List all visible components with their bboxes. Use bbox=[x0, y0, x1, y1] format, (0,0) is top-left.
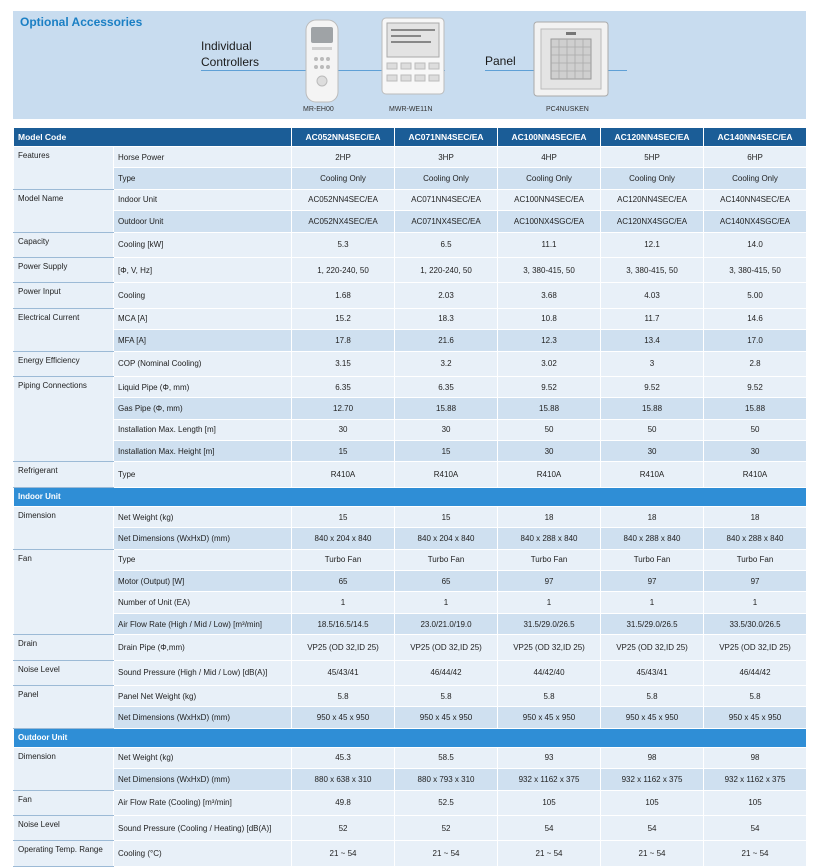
category-cell: Model Name bbox=[14, 189, 114, 232]
value-cell: 44/42/40 bbox=[498, 660, 601, 685]
header-model-1: AC052NN4SEC/EA bbox=[292, 128, 395, 147]
table-row bbox=[14, 376, 807, 397]
value-cell: 14.6 bbox=[704, 308, 807, 329]
value-cell: 15.88 bbox=[395, 398, 498, 419]
spec-cell: Cooling [kW] bbox=[114, 232, 292, 257]
header-model-code: Model Code bbox=[14, 128, 292, 147]
value-cell: VP25 (OD 32,ID 25) bbox=[395, 635, 498, 660]
table-row bbox=[14, 419, 807, 440]
value-cell: 52.5 bbox=[395, 790, 498, 815]
value-cell: 21 ~ 54 bbox=[704, 841, 807, 866]
controllers-label bbox=[201, 38, 259, 70]
category-cell: Refrigerant bbox=[14, 462, 114, 487]
value-cell: 15.88 bbox=[704, 398, 807, 419]
spec-cell: Net Weight (kg) bbox=[114, 747, 292, 768]
value-cell: 3, 380-415, 50 bbox=[601, 257, 704, 282]
table-row bbox=[14, 232, 807, 257]
value-cell: 18.3 bbox=[395, 308, 498, 329]
value-cell: 840 x 204 x 840 bbox=[395, 528, 498, 549]
spec-table bbox=[13, 127, 807, 867]
value-cell: Turbo Fan bbox=[292, 549, 395, 570]
spec-cell: MFA [A] bbox=[114, 330, 292, 351]
accessories-banner bbox=[13, 11, 806, 119]
value-cell: 31.5/29.0/26.5 bbox=[601, 613, 704, 634]
value-cell: R410A bbox=[601, 462, 704, 487]
value-cell: VP25 (OD 32,ID 25) bbox=[292, 635, 395, 660]
spec-cell: MCA [A] bbox=[114, 308, 292, 329]
table-row bbox=[14, 660, 807, 685]
value-cell: 15 bbox=[395, 506, 498, 527]
value-cell: 52 bbox=[395, 815, 498, 840]
value-cell: 950 x 45 x 950 bbox=[601, 707, 704, 728]
value-cell: 3.2 bbox=[395, 351, 498, 376]
panel-label: Panel bbox=[485, 54, 516, 68]
spec-cell: Cooling bbox=[114, 283, 292, 308]
product-name-wired-controller: MWR-WE11N bbox=[389, 106, 433, 113]
value-cell: 13.4 bbox=[601, 330, 704, 351]
value-cell: 932 x 1162 x 375 bbox=[601, 769, 704, 790]
value-cell: 2.8 bbox=[704, 351, 807, 376]
spec-cell: Number of Unit (EA) bbox=[114, 592, 292, 613]
table-row bbox=[14, 685, 807, 706]
value-cell: 15 bbox=[395, 441, 498, 462]
table-row bbox=[14, 613, 807, 634]
value-cell: 45/43/41 bbox=[292, 660, 395, 685]
category-cell: Power Input bbox=[14, 283, 114, 308]
value-cell: 3, 380-415, 50 bbox=[498, 257, 601, 282]
value-cell: 12.3 bbox=[498, 330, 601, 351]
category-cell: Features bbox=[14, 147, 114, 190]
value-cell: 11.1 bbox=[498, 232, 601, 257]
value-cell: AC100NN4SEC/EA bbox=[498, 189, 601, 210]
value-cell: Cooling Only bbox=[601, 168, 704, 189]
value-cell: AC100NX4SGC/EA bbox=[498, 211, 601, 232]
value-cell: 3 bbox=[601, 351, 704, 376]
table-row bbox=[14, 308, 807, 329]
value-cell: 3.02 bbox=[498, 351, 601, 376]
value-cell: VP25 (OD 32,ID 25) bbox=[601, 635, 704, 660]
cassette-panel-image bbox=[533, 21, 609, 97]
value-cell: 105 bbox=[601, 790, 704, 815]
category-cell: Fan bbox=[14, 549, 114, 635]
value-cell: 3, 380-415, 50 bbox=[704, 257, 807, 282]
spec-cell: [Φ, V, Hz] bbox=[114, 257, 292, 282]
table-row bbox=[14, 769, 807, 790]
value-cell: 12.70 bbox=[292, 398, 395, 419]
value-cell: 880 x 793 x 310 bbox=[395, 769, 498, 790]
value-cell: AC120NX4SGC/EA bbox=[601, 211, 704, 232]
value-cell: 65 bbox=[395, 571, 498, 592]
value-cell: 880 x 638 x 310 bbox=[292, 769, 395, 790]
header-model-5: AC140NN4SEC/EA bbox=[704, 128, 807, 147]
spec-cell: Cooling (°C) bbox=[114, 841, 292, 866]
category-cell: Operating Temp. Range bbox=[14, 841, 114, 866]
value-cell: R410A bbox=[498, 462, 601, 487]
value-cell: Turbo Fan bbox=[704, 549, 807, 570]
value-cell: 1, 220-240, 50 bbox=[395, 257, 498, 282]
table-row bbox=[14, 147, 807, 168]
value-cell: 12.1 bbox=[601, 232, 704, 257]
value-cell: 30 bbox=[704, 441, 807, 462]
value-cell: 1 bbox=[601, 592, 704, 613]
header-model-4: AC120NN4SEC/EA bbox=[601, 128, 704, 147]
value-cell: 98 bbox=[704, 747, 807, 768]
table-row bbox=[14, 506, 807, 527]
value-cell: 950 x 45 x 950 bbox=[292, 707, 395, 728]
value-cell: 9.52 bbox=[704, 376, 807, 397]
spec-cell: Liquid Pipe (Φ, mm) bbox=[114, 376, 292, 397]
spec-cell: Air Flow Rate (Cooling) [m³/min] bbox=[114, 790, 292, 815]
category-cell: Energy Efficiency bbox=[14, 351, 114, 376]
value-cell: 932 x 1162 x 375 bbox=[704, 769, 807, 790]
spec-cell: Type bbox=[114, 549, 292, 570]
value-cell: 4.03 bbox=[601, 283, 704, 308]
value-cell: 93 bbox=[498, 747, 601, 768]
value-cell: 54 bbox=[498, 815, 601, 840]
accessories-title: Optional Accessories bbox=[20, 15, 143, 29]
category-cell: Noise Level bbox=[14, 815, 114, 840]
value-cell: 840 x 204 x 840 bbox=[292, 528, 395, 549]
value-cell: 46/44/42 bbox=[704, 660, 807, 685]
spec-cell: Motor (Output) [W] bbox=[114, 571, 292, 592]
spec-cell: Installation Max. Height [m] bbox=[114, 441, 292, 462]
value-cell: 1 bbox=[395, 592, 498, 613]
value-cell: 15 bbox=[292, 441, 395, 462]
value-cell: 97 bbox=[601, 571, 704, 592]
value-cell: VP25 (OD 32,ID 25) bbox=[704, 635, 807, 660]
value-cell: 950 x 45 x 950 bbox=[395, 707, 498, 728]
value-cell: Cooling Only bbox=[498, 168, 601, 189]
value-cell: 1.68 bbox=[292, 283, 395, 308]
value-cell: 5.8 bbox=[292, 685, 395, 706]
value-cell: 1, 220-240, 50 bbox=[292, 257, 395, 282]
table-row bbox=[14, 257, 807, 282]
category-cell: Dimension bbox=[14, 506, 114, 549]
spec-table-header bbox=[14, 128, 807, 147]
controllers-label-line-2: Controllers bbox=[201, 55, 260, 69]
value-cell: Cooling Only bbox=[704, 168, 807, 189]
value-cell: 6HP bbox=[704, 147, 807, 168]
value-cell: 45.3 bbox=[292, 747, 395, 768]
value-cell: 21 ~ 54 bbox=[498, 841, 601, 866]
section-heading: Outdoor Unit bbox=[14, 728, 807, 747]
value-cell: 21.6 bbox=[395, 330, 498, 351]
value-cell: 18 bbox=[498, 506, 601, 527]
value-cell: 3HP bbox=[395, 147, 498, 168]
value-cell: 33.5/30.0/26.5 bbox=[704, 613, 807, 634]
value-cell: 932 x 1162 x 375 bbox=[498, 769, 601, 790]
value-cell: 3.68 bbox=[498, 283, 601, 308]
value-cell: R410A bbox=[292, 462, 395, 487]
value-cell: R410A bbox=[395, 462, 498, 487]
value-cell: 11.7 bbox=[601, 308, 704, 329]
value-cell: AC052NX4SEC/EA bbox=[292, 211, 395, 232]
value-cell: 17.8 bbox=[292, 330, 395, 351]
table-row bbox=[14, 462, 807, 487]
spec-cell: Net Dimensions (WxHxD) (mm) bbox=[114, 528, 292, 549]
product-name-remote: MR-EH00 bbox=[303, 106, 334, 113]
wired-controller-image bbox=[381, 17, 445, 95]
spec-cell: Drain Pipe (Φ,mm) bbox=[114, 635, 292, 660]
value-cell: 65 bbox=[292, 571, 395, 592]
value-cell: 840 x 288 x 840 bbox=[601, 528, 704, 549]
header-model-3: AC100NN4SEC/EA bbox=[498, 128, 601, 147]
value-cell: 52 bbox=[292, 815, 395, 840]
table-row bbox=[14, 790, 807, 815]
value-cell: 18.5/16.5/14.5 bbox=[292, 613, 395, 634]
value-cell: Turbo Fan bbox=[498, 549, 601, 570]
value-cell: 4HP bbox=[498, 147, 601, 168]
value-cell: 950 x 45 x 950 bbox=[498, 707, 601, 728]
value-cell: 5HP bbox=[601, 147, 704, 168]
spec-cell: Horse Power bbox=[114, 147, 292, 168]
category-cell: Panel bbox=[14, 685, 114, 728]
value-cell: AC071NX4SEC/EA bbox=[395, 211, 498, 232]
category-cell: Electrical Current bbox=[14, 308, 114, 351]
table-row bbox=[14, 398, 807, 419]
table-row bbox=[14, 635, 807, 660]
spec-cell: Type bbox=[114, 462, 292, 487]
table-row bbox=[14, 189, 807, 210]
value-cell: 18 bbox=[704, 506, 807, 527]
value-cell: 2HP bbox=[292, 147, 395, 168]
spec-cell: Outdoor Unit bbox=[114, 211, 292, 232]
value-cell: 23.0/21.0/19.0 bbox=[395, 613, 498, 634]
value-cell: AC071NN4SEC/EA bbox=[395, 189, 498, 210]
value-cell: 50 bbox=[498, 419, 601, 440]
value-cell: 840 x 288 x 840 bbox=[498, 528, 601, 549]
value-cell: 1 bbox=[292, 592, 395, 613]
table-row bbox=[14, 747, 807, 768]
spec-cell: Sound Pressure (Cooling / Heating) [dB(A)] bbox=[114, 815, 292, 840]
value-cell: 98 bbox=[601, 747, 704, 768]
value-cell: Cooling Only bbox=[395, 168, 498, 189]
value-cell: 14.0 bbox=[704, 232, 807, 257]
value-cell: 50 bbox=[704, 419, 807, 440]
table-row bbox=[14, 441, 807, 462]
value-cell: 15.88 bbox=[498, 398, 601, 419]
value-cell: AC140NX4SGC/EA bbox=[704, 211, 807, 232]
table-row bbox=[14, 841, 807, 866]
spec-cell: Type bbox=[114, 168, 292, 189]
value-cell: AC120NN4SEC/EA bbox=[601, 189, 704, 210]
spec-cell: Panel Net Weight (kg) bbox=[114, 685, 292, 706]
category-cell: Power Supply bbox=[14, 257, 114, 282]
spec-cell: Net Weight (kg) bbox=[114, 506, 292, 527]
value-cell: AC052NN4SEC/EA bbox=[292, 189, 395, 210]
category-cell: Drain bbox=[14, 635, 114, 660]
value-cell: 49.8 bbox=[292, 790, 395, 815]
value-cell: AC140NN4SEC/EA bbox=[704, 189, 807, 210]
value-cell: 46/44/42 bbox=[395, 660, 498, 685]
table-row bbox=[14, 571, 807, 592]
table-row bbox=[14, 592, 807, 613]
value-cell: 5.8 bbox=[498, 685, 601, 706]
value-cell: 1 bbox=[704, 592, 807, 613]
value-cell: 30 bbox=[498, 441, 601, 462]
value-cell: 2.03 bbox=[395, 283, 498, 308]
value-cell: 5.00 bbox=[704, 283, 807, 308]
value-cell: 58.5 bbox=[395, 747, 498, 768]
product-name-panel: PC4NUSKEN bbox=[546, 106, 589, 113]
value-cell: 6.35 bbox=[395, 376, 498, 397]
value-cell: 31.5/29.0/26.5 bbox=[498, 613, 601, 634]
section-row bbox=[14, 728, 807, 747]
table-row bbox=[14, 211, 807, 232]
category-cell: Piping Connections bbox=[14, 376, 114, 462]
category-cell: Noise Level bbox=[14, 660, 114, 685]
value-cell: 6.35 bbox=[292, 376, 395, 397]
table-row bbox=[14, 330, 807, 351]
value-cell: 950 x 45 x 950 bbox=[704, 707, 807, 728]
value-cell: 5.8 bbox=[601, 685, 704, 706]
value-cell: 105 bbox=[704, 790, 807, 815]
value-cell: 105 bbox=[498, 790, 601, 815]
table-row bbox=[14, 815, 807, 840]
value-cell: 5.3 bbox=[292, 232, 395, 257]
table-row bbox=[14, 168, 807, 189]
wireless-remote-image bbox=[305, 19, 339, 103]
value-cell: VP25 (OD 32,ID 25) bbox=[498, 635, 601, 660]
value-cell: 3.15 bbox=[292, 351, 395, 376]
value-cell: 15 bbox=[292, 506, 395, 527]
category-cell: Capacity bbox=[14, 232, 114, 257]
value-cell: 9.52 bbox=[498, 376, 601, 397]
value-cell: 45/43/41 bbox=[601, 660, 704, 685]
spec-cell: COP (Nominal Cooling) bbox=[114, 351, 292, 376]
value-cell: 15.88 bbox=[601, 398, 704, 419]
value-cell: 17.0 bbox=[704, 330, 807, 351]
value-cell: 54 bbox=[704, 815, 807, 840]
header-model-2: AC071NN4SEC/EA bbox=[395, 128, 498, 147]
spec-cell: Installation Max. Length [m] bbox=[114, 419, 292, 440]
value-cell: 9.52 bbox=[601, 376, 704, 397]
table-row bbox=[14, 707, 807, 728]
spec-table-body bbox=[14, 147, 807, 867]
controllers-label-line-1: Individual bbox=[201, 39, 252, 53]
value-cell: Turbo Fan bbox=[395, 549, 498, 570]
spec-cell: Sound Pressure (High / Mid / Low) [dB(A)] bbox=[114, 660, 292, 685]
category-cell: Dimension bbox=[14, 747, 114, 790]
value-cell: 30 bbox=[395, 419, 498, 440]
table-row bbox=[14, 351, 807, 376]
value-cell: 10.8 bbox=[498, 308, 601, 329]
section-heading: Indoor Unit bbox=[14, 487, 807, 506]
value-cell: 30 bbox=[601, 441, 704, 462]
value-cell: R410A bbox=[704, 462, 807, 487]
value-cell: 6.5 bbox=[395, 232, 498, 257]
table-row bbox=[14, 549, 807, 570]
value-cell: 54 bbox=[601, 815, 704, 840]
table-row bbox=[14, 528, 807, 549]
value-cell: 5.8 bbox=[704, 685, 807, 706]
value-cell: 1 bbox=[498, 592, 601, 613]
value-cell: 18 bbox=[601, 506, 704, 527]
value-cell: 5.8 bbox=[395, 685, 498, 706]
value-cell: 21 ~ 54 bbox=[601, 841, 704, 866]
spec-cell: Indoor Unit bbox=[114, 189, 292, 210]
spec-cell: Air Flow Rate (High / Mid / Low) [m³/min] bbox=[114, 613, 292, 634]
value-cell: 21 ~ 54 bbox=[395, 841, 498, 866]
spec-cell: Gas Pipe (Φ, mm) bbox=[114, 398, 292, 419]
table-row bbox=[14, 283, 807, 308]
value-cell: 97 bbox=[498, 571, 601, 592]
value-cell: Turbo Fan bbox=[601, 549, 704, 570]
category-cell: Fan bbox=[14, 790, 114, 815]
value-cell: 21 ~ 54 bbox=[292, 841, 395, 866]
value-cell: 840 x 288 x 840 bbox=[704, 528, 807, 549]
spec-cell: Net Dimensions (WxHxD) (mm) bbox=[114, 769, 292, 790]
value-cell: 50 bbox=[601, 419, 704, 440]
value-cell: 97 bbox=[704, 571, 807, 592]
section-row bbox=[14, 487, 807, 506]
spec-cell: Net Dimensions (WxHxD) (mm) bbox=[114, 707, 292, 728]
value-cell: 30 bbox=[292, 419, 395, 440]
value-cell: Cooling Only bbox=[292, 168, 395, 189]
value-cell: 15.2 bbox=[292, 308, 395, 329]
